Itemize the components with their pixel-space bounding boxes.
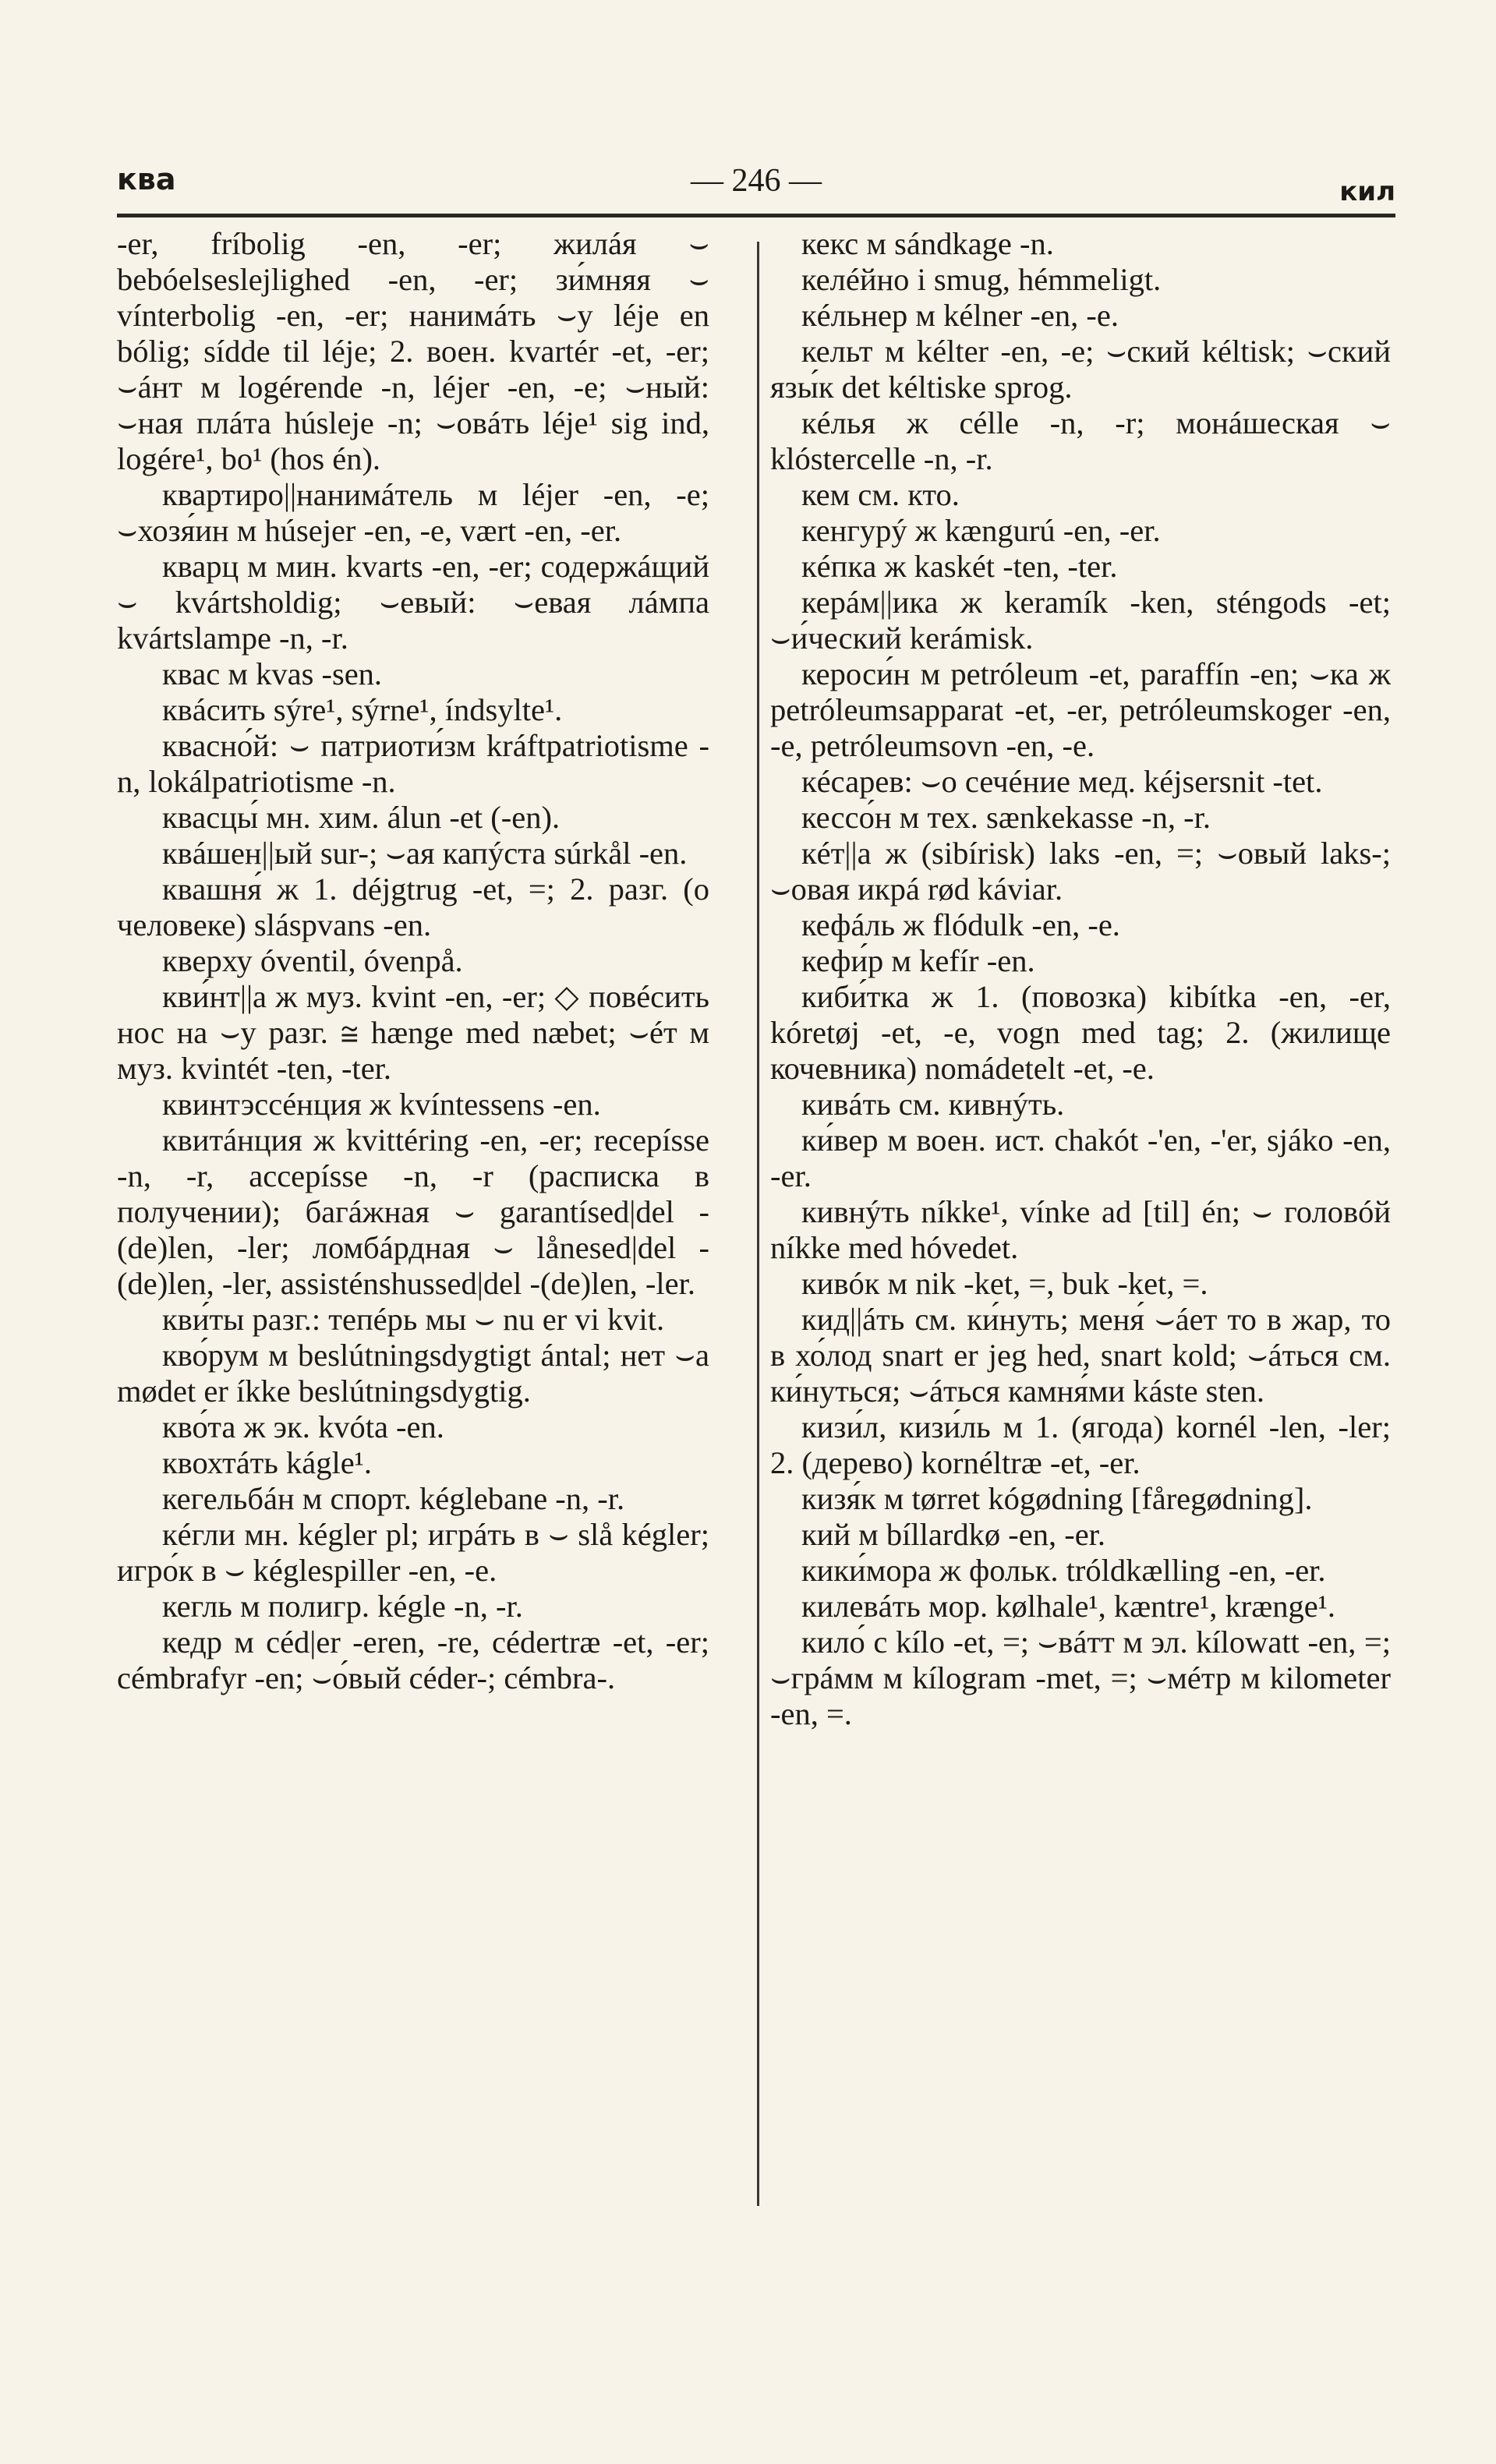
dictionary-entry: кверху óventil, óvenpå. — [162, 943, 463, 978]
right-column — [770, 226, 1391, 2222]
dictionary-entry: кедр м céd|er -eren, -re, cédertræ -et, -er; cémbrafyr -en; ⌣о́вый céder-; cémbra-. — [117, 1624, 709, 1695]
dictionary-entry: кво́та ж эк. kvóta -en. — [162, 1409, 444, 1444]
dictionary-entry: квáшен||ый sur-; ⌣ая капýста súrkål -en. — [162, 836, 688, 871]
dictionary-entry: кий м bíllardkø -en, -er. — [801, 1517, 1106, 1552]
dictionary-entry: кики́мора ж фольк. tróldkælling -en, -er. — [801, 1553, 1326, 1588]
column-divider — [757, 242, 759, 2206]
dictionary-entry: кекс м sándkage -n. — [801, 226, 1054, 261]
header-guide-word-left: ква — [117, 162, 176, 196]
dictionary-entry: кварц м мин. kvarts -en, -er; содержáщий ⌣ kvártsholdig; ⌣евый: ⌣евая лáмпа kvártslampe -n, -r. — [117, 549, 709, 656]
dictionary-entry: -er, fríbolig -en, -er; жилáя ⌣ bebóelseslejlighed -en, -er; зи́мняя ⌣ vínterbolig -en, -er; нанимáть ⌣у léje en bólig; sídde til léje; 2. воен. kvartér -et, -er; ⌣áнт м logérende -n, léjer -en, -e; ⌣ный: ⌣ная плáта húsleje -n; ⌣овáть léje¹ sig ind, logére¹, bo¹ (hos én). — [117, 226, 709, 476]
dictionary-entry: кегельбáн м спорт. kéglebane -n, -r. — [162, 1481, 625, 1516]
dictionary-entry: кизя́к м tørret kógødning [fåregødning]. — [801, 1481, 1313, 1516]
header-guide-word-right: кил — [1339, 176, 1395, 207]
dictionary-entry: квасно́й: ⌣ патриоти́зм kráftpatriotisme -n, lokálpatriotisme -n. — [117, 728, 709, 799]
dictionary-entry: ки́вер м воен. ист. chakót -'en, -'er, sjáko -en, -er. — [770, 1122, 1391, 1193]
dictionary-entry: квохтáть kágle¹. — [162, 1445, 372, 1480]
dictionary-entry: кем см. кто. — [801, 477, 960, 512]
dictionary-entry: кéльнер м kélner -en, -e. — [801, 298, 1119, 333]
dictionary-entry: кéпка ж kaskét -ten, -ter. — [801, 549, 1118, 584]
dictionary-entry: квитáнция ж kvittéring -en, -er; recepísse -n, -r, accepísse -n, -r (расписка в получении); багáжная ⌣ garantísed|del -(de)len, -ler; ломбáрдная ⌣ lånesed|del -(de)len, -ler, assisténshussed|del -(de)len, -ler. — [117, 1122, 709, 1301]
header-rule — [117, 214, 1395, 217]
dictionary-entry: кивáть см. кивнýть. — [801, 1087, 1065, 1122]
dictionary-entry: кивóк м nik -ket, =, buk -ket, =. — [801, 1266, 1208, 1301]
dictionary-entry: кво́рум м beslútningsdygtigt ántal; нет ⌣а mødet er íkke beslútningsdygtig. — [117, 1338, 709, 1409]
dictionary-entry: келéйно i smug, hémmeligt. — [801, 262, 1162, 297]
dictionary-entry: килевáть мор. kølhale¹, kæntre¹, krænge¹. — [801, 1589, 1336, 1624]
dictionary-entry: киби́тка ж 1. (повозка) kibítka -en, -er, kóretøj -et, -e, vogn med tag; 2. (жилище кочевника) nomádetelt -et, -e. — [770, 979, 1391, 1086]
dictionary-entry: кивнýть níkke¹, vínke ad [til] én; ⌣ головóй níkke med hóvedet. — [770, 1194, 1391, 1265]
dictionary-entry: кегль м полигр. kégle -n, -r. — [162, 1589, 523, 1624]
dictionary-entry: керáм||ика ж keramík -ken, sténgods -et; ⌣и́ческий kerámisk. — [770, 585, 1391, 656]
dictionary-entry: кероси́н м petróleum -et, paraffín -en; ⌣ка ж petróleumsapparat -et, -er, petróleumskoger -en, -e, petróleumsovn -en, -e. — [770, 656, 1391, 763]
dictionary-entry: кéгли мн. kégler pl; игрáть в ⌣ slå kégler; игро́к в ⌣ kéglespiller -en, -e. — [117, 1517, 709, 1588]
left-column — [117, 226, 709, 2222]
dictionary-entry: кéсарев: ⌣о сечéние мед. kéjsersnit -tet. — [801, 764, 1323, 799]
dictionary-entry: кило́ с kílo -et, =; ⌣вáтт м эл. kílowatt -en, =; ⌣грáмм м kílogram -met, =; ⌣мéтр м kilometer -en, =. — [770, 1624, 1391, 1731]
dictionary-entry: кви́нт||а ж муз. kvint -en, -er; ◇ повéсить нос на ⌣у разг. ≅ hænge med næbet; ⌣éт м муз. kvintét -ten, -ter. — [117, 979, 709, 1086]
dictionary-entry: кид||áть см. ки́нуть; меня́ ⌣áет то в жар, то в хо́лод snart er jeg hed, snart kold; ⌣áться см. ки́нуться; ⌣áться камня́ми káste sten. — [770, 1302, 1391, 1409]
dictionary-entry: кефи́р м kefír -en. — [801, 943, 1035, 978]
dictionary-entry: квас м kvas -sen. — [162, 656, 383, 691]
page-number: — 246 — — [691, 163, 822, 199]
dictionary-entry: кизи́л, кизи́ль м 1. (ягода) kornél -len, -ler; 2. (дерево) kornéltræ -et, -er. — [770, 1409, 1391, 1480]
dictionary-entry: квáсить sýre¹, sýrne¹, índsylte¹. — [162, 692, 563, 727]
dictionary-entry: кéт||а ж (sibírisk) laks -en, =; ⌣овый laks-; ⌣овая икрá rød káviar. — [770, 836, 1391, 907]
dictionary-entry: кенгурý ж kængurú -en, -er. — [801, 513, 1161, 548]
dictionary-entry: квартиро||нанимáтель м léjer -en, -e; ⌣хозя́ин м húsejer -en, -e, vært -en, -er. — [117, 477, 709, 548]
dictionary-entry: кви́ты разг.: тепéрь мы ⌣ nu er vi kvit. — [162, 1302, 665, 1337]
page-header — [117, 162, 1395, 217]
dictionary-entry: квашня́ ж 1. déjgtrug -et, =; 2. разг. (о человеке) sláspvans -en. — [117, 871, 709, 942]
dictionary-entry: квасцы́ мн. хим. álun -et (-en). — [162, 800, 561, 835]
dictionary-entry: кефáль ж flódulk -en, -e. — [801, 907, 1120, 942]
dictionary-entry: кéлья ж célle -n, -r; монáшеская ⌣ klóstercelle -n, -r. — [770, 405, 1391, 476]
dictionary-entry: кельт м kélter -en, -e; ⌣ский kéltisk; ⌣ский язы́к det kéltiske sprog. — [770, 334, 1391, 405]
dictionary-entry: кессо́н м тех. sænkekasse -n, -r. — [801, 800, 1211, 835]
dictionary-entry: квинтэссéнция ж kvíntessens -en. — [162, 1087, 601, 1122]
